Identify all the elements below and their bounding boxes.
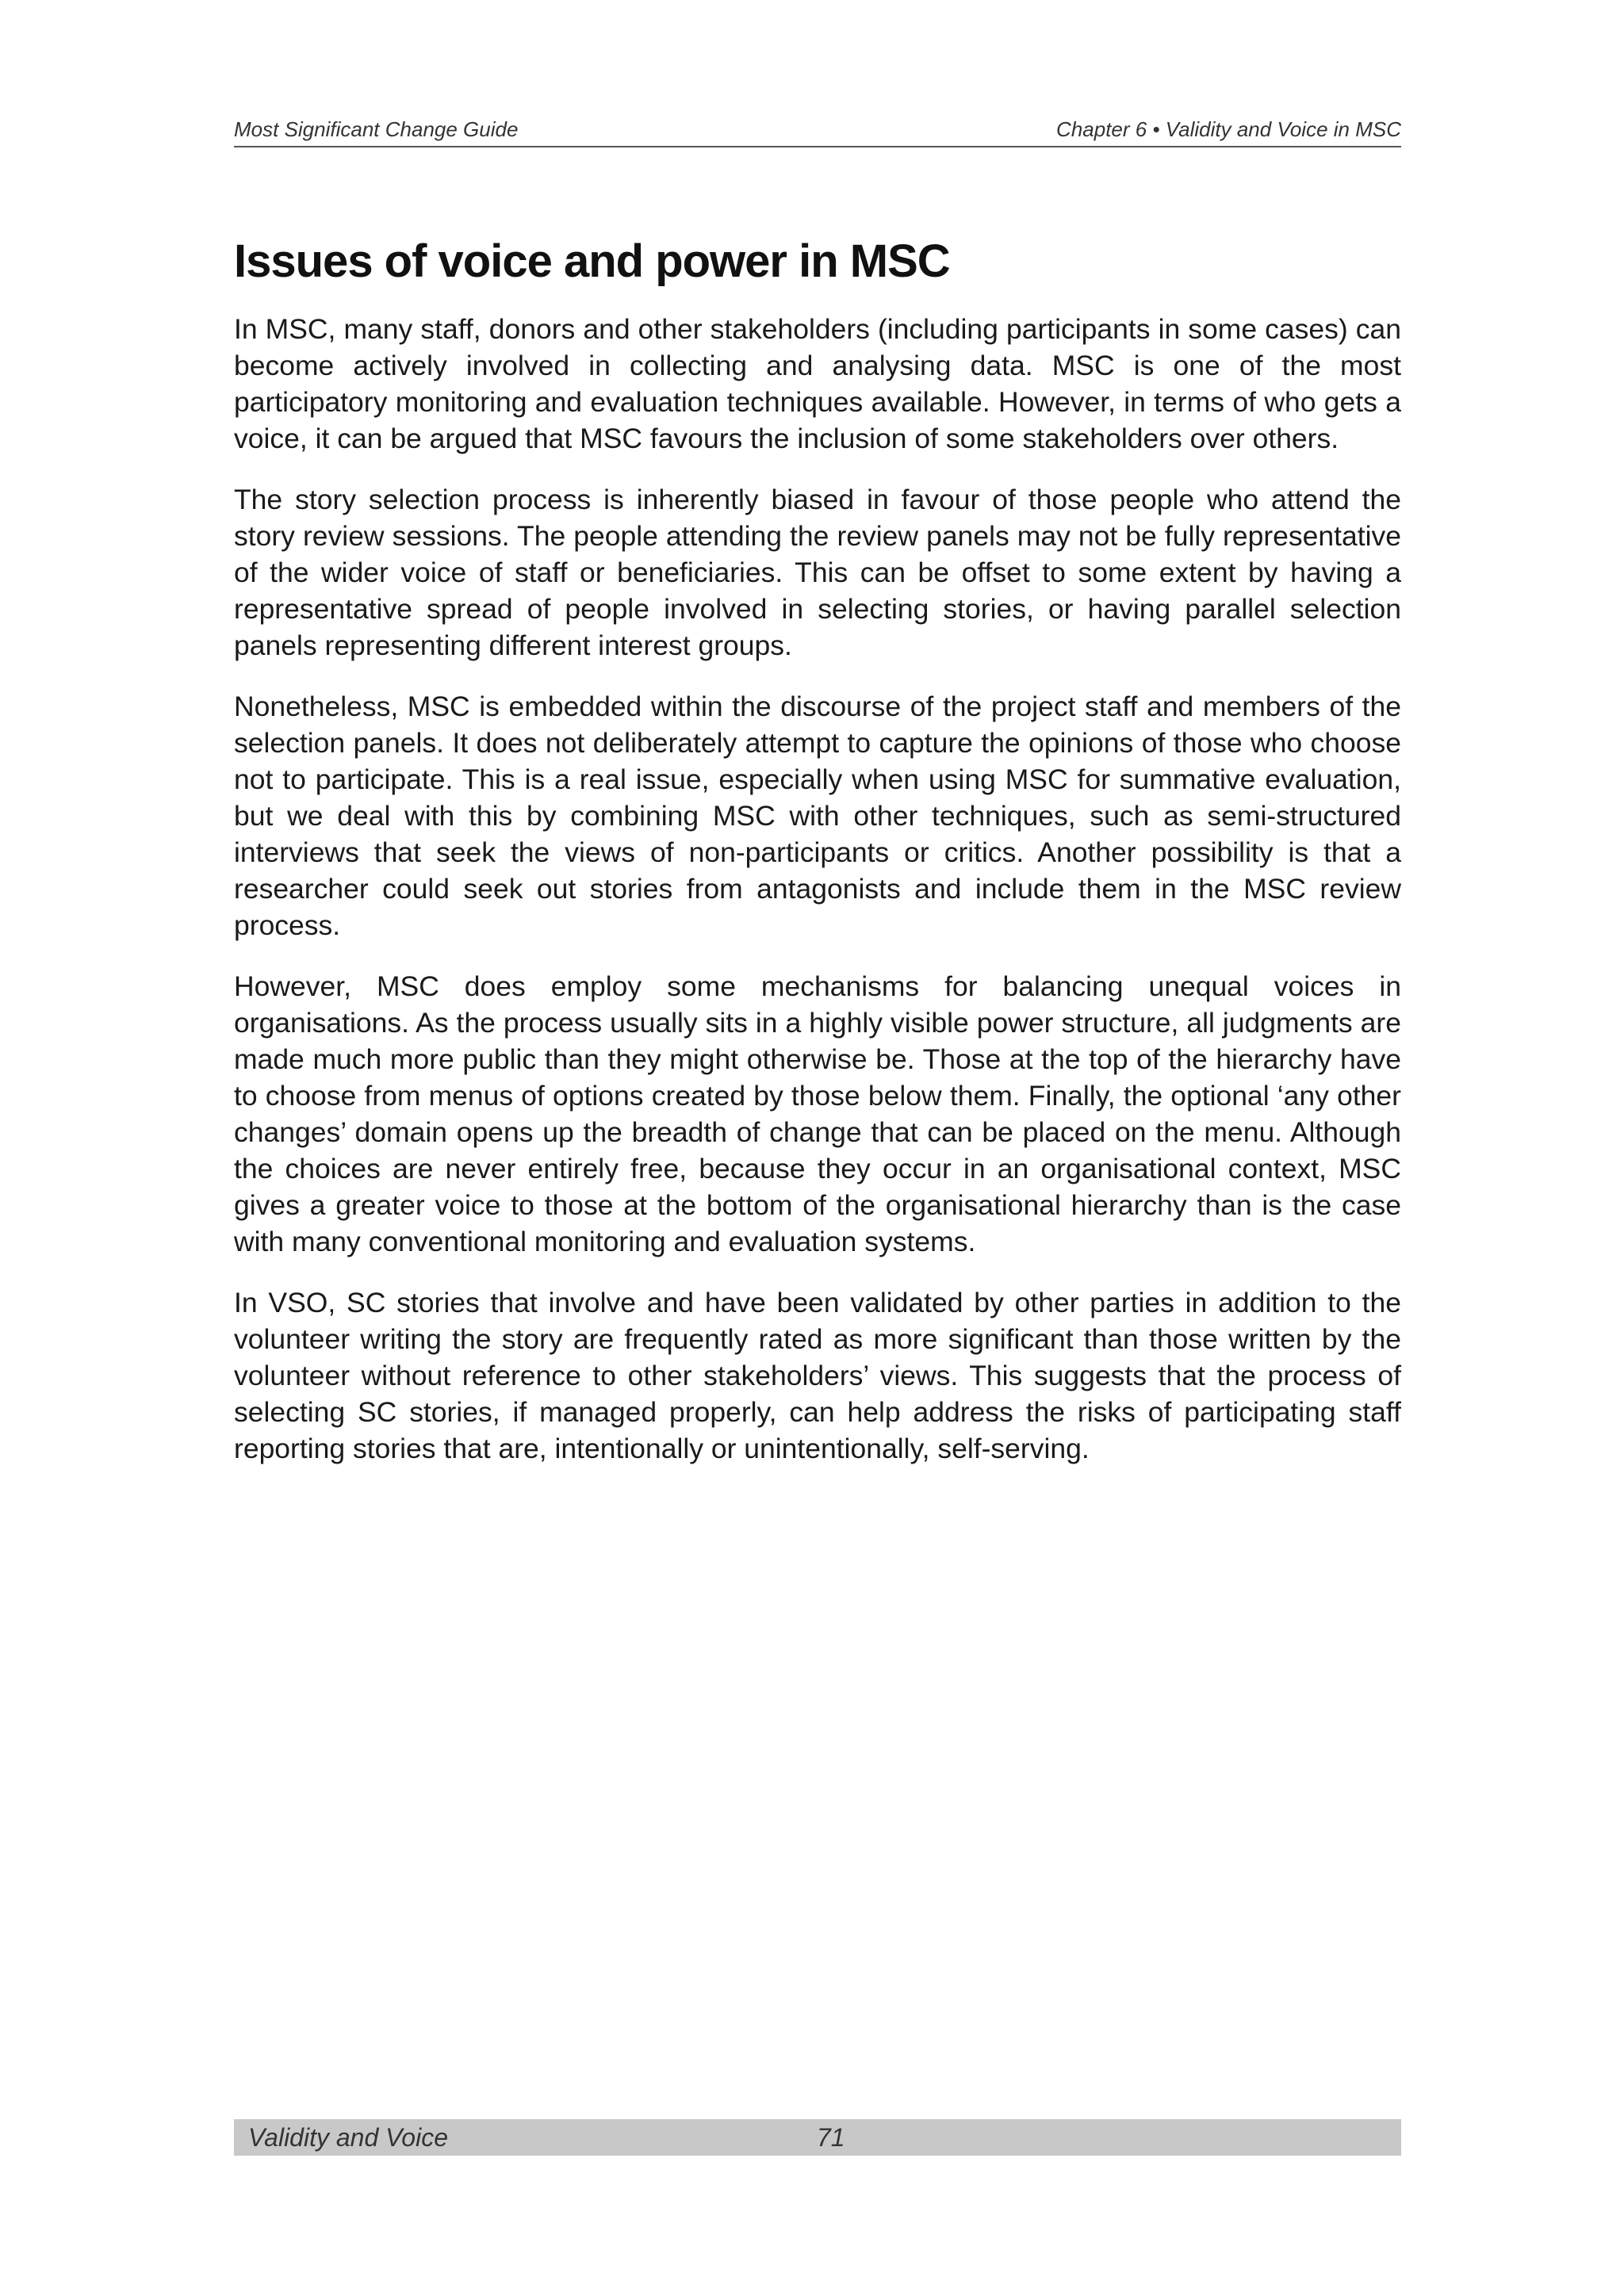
paragraph: In VSO, SC stories that involve and have been validated by other parties in addition to the volunteer writing the story are frequently rated as more significant than those written by the volunteer without reference to other stakeholders’ views. This suggests that the process of selecting SC stories, if managed properly, can help address the risks of participating staff reporting stories that are, intentionally or unintentionally, self-serving. xyxy=(234,1287,1401,1464)
section-title: Issues of voice and power in MSC xyxy=(234,235,950,287)
paragraph: In MSC, many staff, donors and other stakeholders (including participants in some cases) can become actively involved in collecting and analysing data. MSC is one of the most participatory monitoring and evaluation techniques available. However, in terms of who gets a voice, it can be argued that MSC favours the inclusion of some stakeholders over others. xyxy=(234,313,1401,454)
running-header xyxy=(234,117,1401,147)
header-chapter-title: Chapter 6 • Validity and Voice in MSC xyxy=(1056,117,1401,141)
page-number: 71 xyxy=(817,2123,845,2152)
paragraph: However, MSC does employ some mechanisms for balancing unequal voices in organisations. As the process usually sits in a highly visible power structure, all judgments are made much more public than they might otherwise be. Those at the top of the hierarchy have to choose from menus of options created by those below them. Finally, the optional ‘any other changes’ domain opens up the breadth of change that can be placed on the menu. Although the choices are never entirely free, because they occur in an organisational context, MSC gives a greater voice to those at the bottom of the organisational hierarchy than is the case with many conventional monitoring and evaluation systems. xyxy=(234,970,1401,1257)
paragraph: The story selection process is inherently biased in favour of those people who attend the story review sessions. The people attending the review panels may not be fully representative of the wider voice of staff or beneficiaries. This can be offset to some extent by having a representative spread of people involved in selecting stories, or having parallel selection panels representing different interest groups. xyxy=(234,484,1401,661)
footer-bar xyxy=(234,2119,1401,2156)
footer-section-label: Validity and Voice xyxy=(248,2123,448,2152)
body-text xyxy=(234,311,1401,1491)
header-guide-title: Most Significant Change Guide xyxy=(234,117,519,141)
paragraph: Nonetheless, MSC is embedded within the discourse of the project staff and members of the selection panels. It does not deliberately attempt to capture the opinions of those who choose not to participate. This is a real issue, especially when using MSC for summative evaluation, but we deal with this by combining MSC with other techniques, such as semi-structured interviews that seek the views of non-participants or critics. Another possibility is that a researcher could seek out stories from antagonists and include them in the MSC review process. xyxy=(234,691,1401,941)
